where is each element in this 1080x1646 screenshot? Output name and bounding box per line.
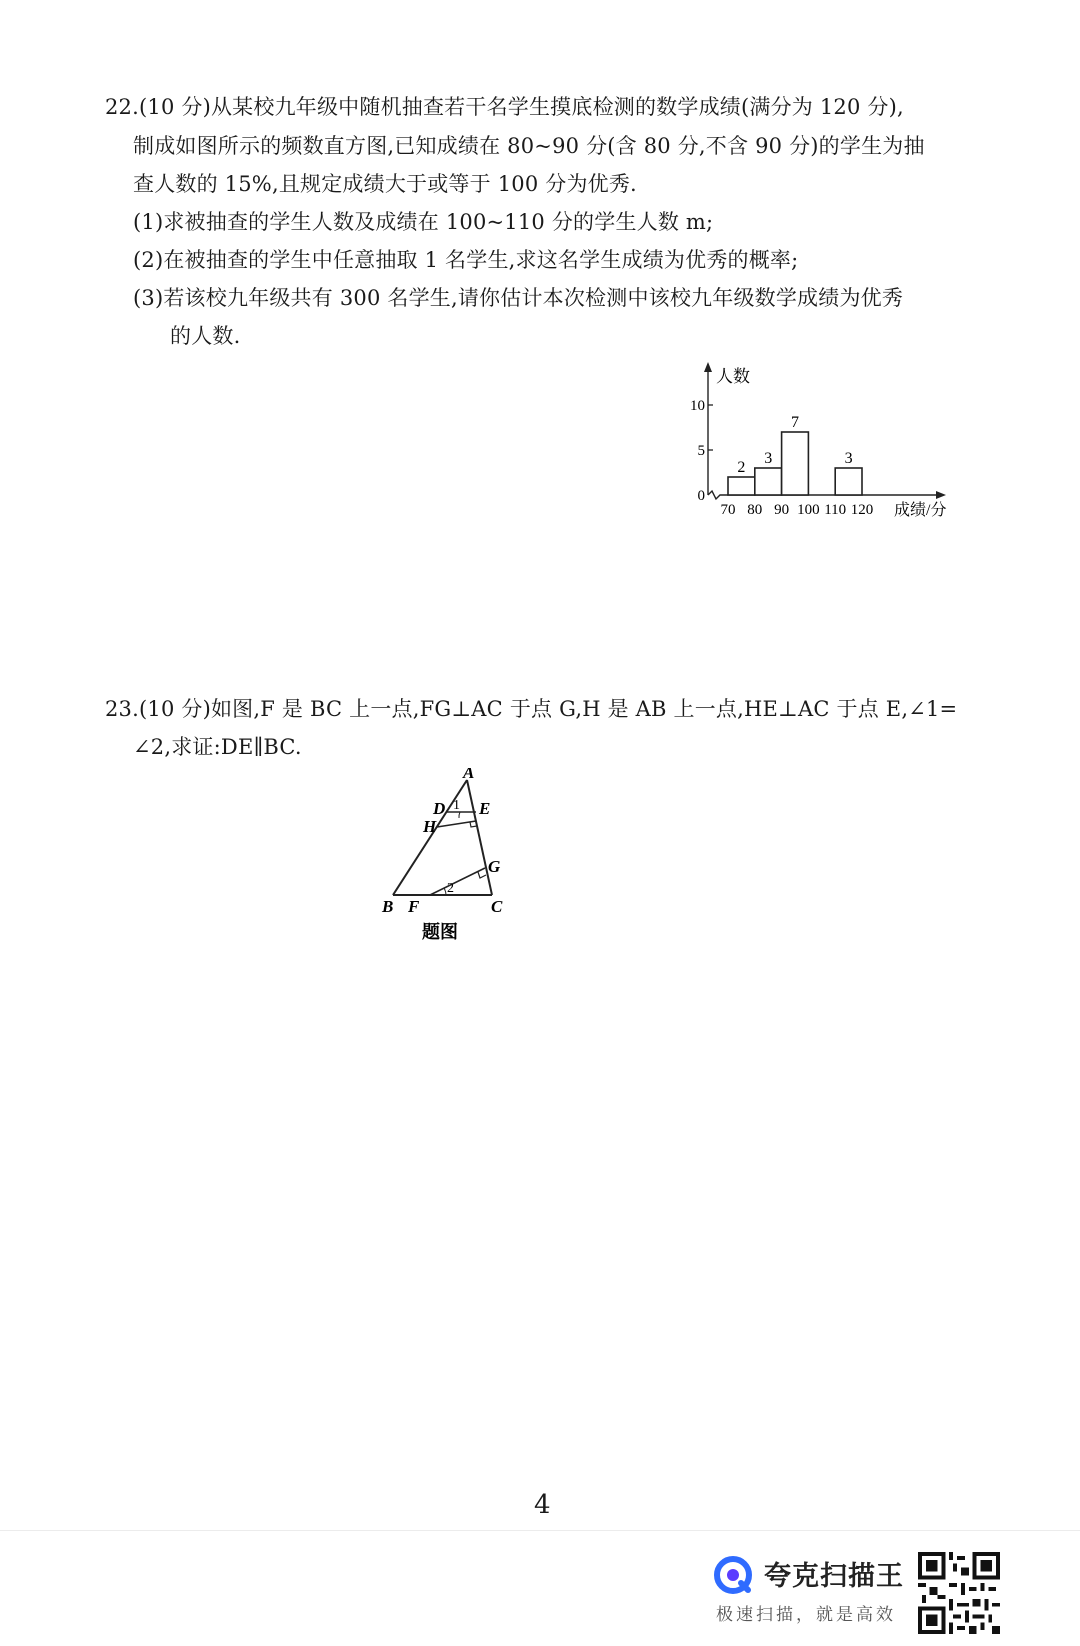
- angle-2-arc: [444, 888, 446, 895]
- point-b-label: B: [382, 897, 394, 916]
- histogram-bar: [728, 477, 755, 495]
- y-axis-arrow: [704, 362, 712, 372]
- brand-slogan: 极速扫描，就是高效: [716, 1605, 896, 1625]
- x-tick-label: 90: [774, 502, 790, 518]
- bar-value-label: 3: [844, 450, 853, 467]
- y-tick-label: 10: [690, 398, 705, 414]
- x-axis-arrow: [936, 491, 946, 499]
- figure-caption: 题图: [422, 922, 458, 943]
- point-f-label: F: [408, 897, 420, 916]
- y-tick-label: 0: [697, 488, 705, 504]
- x-tick-label: 100: [797, 502, 820, 518]
- segment-fg: [430, 868, 485, 895]
- angle-1-label: 1: [453, 798, 460, 813]
- q22-part-1: (1)求被抽查的学生人数及成绩在 100~110 分的学生人数 m;: [133, 210, 714, 234]
- q23-line-1: 23.(10 分)如图,F 是 BC 上一点,FG⊥AC 于点 G,H 是 AB 上一点,HE⊥AC 于点 E,∠1=: [105, 697, 958, 721]
- x-tick-label: 80: [747, 502, 763, 518]
- brand-name: 夸克扫描王: [764, 1561, 904, 1592]
- scanner-brand: [712, 1552, 912, 1632]
- histogram-bar: [755, 468, 782, 495]
- triangle-figure: [380, 768, 520, 948]
- q22-line-1: 22.(10 分)从某校九年级中随机抽查若干名学生摸底检测的数学成绩(满分为 120 分),: [105, 95, 904, 119]
- q22-part-3-cont: 的人数.: [170, 324, 241, 348]
- point-h-label: H: [423, 817, 437, 836]
- q23-line-2: ∠2,求证:DE∥BC.: [133, 735, 302, 759]
- footer-divider: [0, 1530, 1080, 1531]
- point-e-label: E: [479, 799, 491, 818]
- q22-line-2: 制成如图所示的频数直方图,已知成绩在 80~90 分(含 80 分,不含 90 分)的学生为抽: [133, 134, 925, 158]
- x-axis-label: 成绩/分: [894, 502, 947, 519]
- point-d-label: D: [433, 799, 446, 818]
- x-tick-label: 110: [824, 502, 847, 518]
- histogram-bar: [835, 468, 862, 495]
- bar-value-label: 7: [791, 414, 799, 431]
- point-c-label: C: [491, 897, 503, 916]
- bar-value-label: 2: [737, 459, 746, 476]
- page-number: 4: [534, 1490, 551, 1520]
- angle-2-label: 2: [447, 881, 454, 896]
- bar-value-label: 3: [764, 450, 773, 467]
- q22-part-2: (2)在被抽查的学生中任意抽取 1 名学生,求这名学生成绩为优秀的概率;: [133, 248, 799, 272]
- point-g-label: G: [488, 857, 501, 876]
- x-tick-label: 70: [720, 502, 736, 518]
- qr-code-icon: [918, 1552, 1000, 1634]
- point-a-label: A: [463, 768, 475, 782]
- frequency-histogram: [680, 360, 970, 525]
- y-axis-label: 人数: [716, 367, 750, 386]
- quark-logo-icon: [714, 1556, 752, 1594]
- histogram-bar: [782, 432, 809, 495]
- right-angle-g: [478, 872, 486, 878]
- y-tick-label: 5: [697, 443, 705, 459]
- q22-part-3: (3)若该校九年级共有 300 名学生,请你估计本次检测中该校九年级数学成绩为优秀: [133, 286, 904, 310]
- x-tick-label: 120: [850, 502, 874, 518]
- q22-line-3: 查人数的 15%,且规定成绩大于或等于 100 分为优秀.: [133, 172, 637, 196]
